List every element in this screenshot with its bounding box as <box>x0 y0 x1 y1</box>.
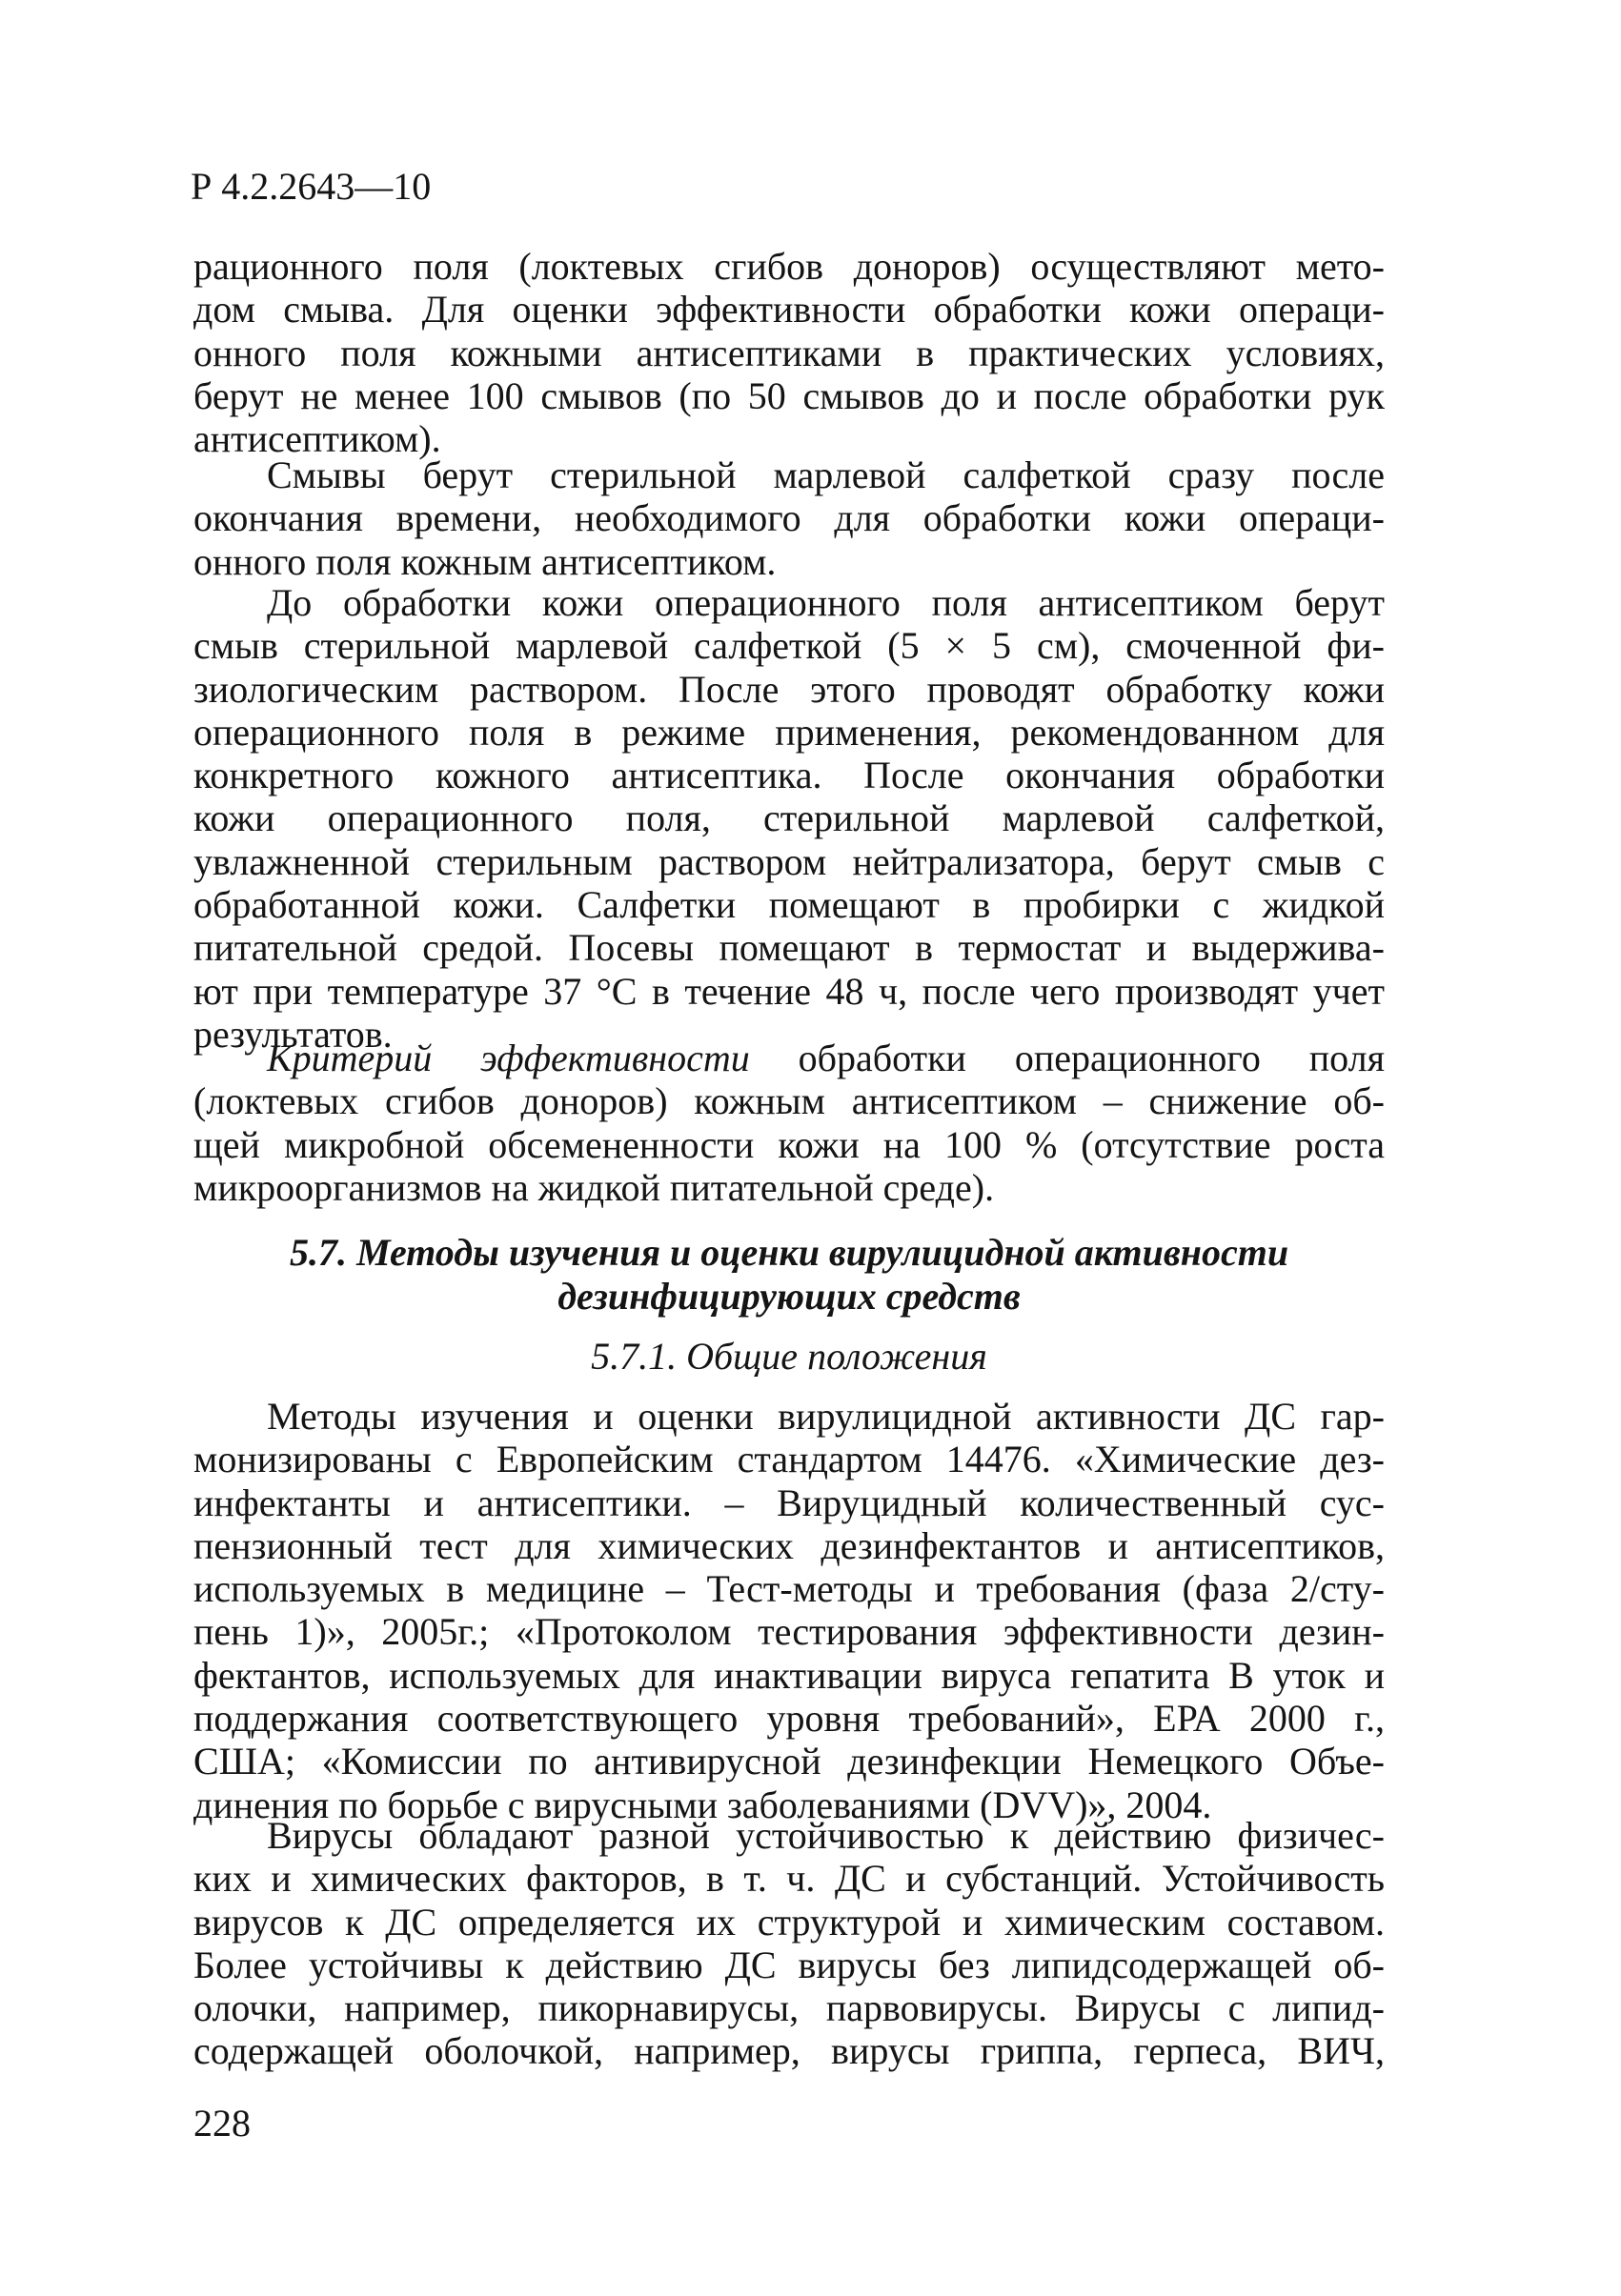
text-line: зиологическим раствором. После этого проводят обработку кожи <box>193 667 1385 711</box>
text-line: пензионный тест для химических дезинфектантов и антисептиков, <box>193 1523 1385 1567</box>
text-line: динения по борьбе с вирусными заболеваниями (DVV)», 2004. <box>193 1782 1212 1826</box>
text-line: онного поля кожным антисептиком. <box>193 539 777 583</box>
doc-code: Р 4.2.2643—10 <box>191 165 432 208</box>
text-line <box>193 1037 1385 1079</box>
text-line: инфектанты и антисептики. – Вируцидный количественный сус- <box>193 1480 1385 1524</box>
text-line: пень 1)», 2005г.; «Протоколом тестирования эффективности дезин- <box>193 1610 1385 1654</box>
text-line: рационного поля (локтевых сгибов доноров) осуществляют мето- <box>193 245 1385 288</box>
text-line: дом смыва. Для оценки эффективности обработки кожи операци- <box>193 288 1385 332</box>
text-line: Вирусы обладают разной устойчивостью к действию физичес- <box>267 1814 1385 1857</box>
text-line: Смывы берут стерильной марлевой салфеткой сразу после <box>267 453 1385 496</box>
text-line: Методы изучения и оценки вирулицидной активности ДС гар- <box>267 1395 1385 1438</box>
paragraph-1 <box>193 245 1385 460</box>
paragraph-3 <box>193 581 1385 1056</box>
text-line: обработанной кожи. Салфетки помещают в пробирки с жидкой <box>193 883 1385 927</box>
paragraph-2 <box>193 453 1385 583</box>
text-line: берут не менее 100 смывов (по 50 смывов до и после обработки рук <box>193 373 1385 417</box>
subsection-heading: 5.7.1. Общие положения <box>591 1335 987 1378</box>
text-line: Более устойчивы к действию ДС вирусы без липидсодержащей об- <box>193 1943 1385 1986</box>
text-line: антисептиком). <box>193 417 441 461</box>
text-line: США; «Комиссии по антивирусной дезинфекции Немецкого Объе- <box>193 1740 1385 1783</box>
text-line: операционного поля в режиме применения, рекомендованном для <box>193 710 1385 754</box>
text-line: кожи операционного поля, стерильной марлевой салфеткой, <box>193 796 1385 840</box>
text-line: содержащей оболочкой, например, вирусы гриппа, герпеса, ВИЧ, <box>193 2029 1385 2073</box>
text-line: микроорганизмов на жидкой питательной среде). <box>193 1165 995 1209</box>
text-line: монизированы с Европейским стандартом 14476. «Химические дез- <box>193 1438 1385 1481</box>
section-heading <box>193 1231 1385 1319</box>
text-line: увлажненной стерильным раствором нейтрализатора, берут смыв с <box>193 839 1385 883</box>
text-line: (локтевых сгибов доноров) кожным антисептиком – снижение об- <box>193 1079 1385 1123</box>
text-line: поддержания соответствующего уровня требований», ЕРА 2000 г., <box>193 1697 1385 1741</box>
text-line: фектантов, используемых для инактивации вируса гепатита В уток и <box>193 1653 1385 1697</box>
text-line: питательной средой. Посевы помещают в термостат и выдержива- <box>193 926 1385 970</box>
text-line: До обработки кожи операционного поля антисептиком берут <box>267 581 1385 624</box>
paragraph-6 <box>193 1814 1385 2073</box>
paragraph-5 <box>193 1395 1385 1826</box>
text-line: используемых в медицине – Тест-методы и требования (фаза 2/сту- <box>193 1567 1385 1611</box>
text-line: ют при температуре 37 °С в течение 48 ч, после чего производят учет <box>193 969 1385 1013</box>
text-line: результатов. <box>193 1012 393 1056</box>
page-number: 228 <box>193 2102 251 2145</box>
text-line: окончания времени, необходимого для обработки кожи операци- <box>193 496 1385 540</box>
text-line: ких и химических факторов, в т. ч. ДС и субстанций. Устойчивость <box>193 1857 1385 1901</box>
criterion-term: Критерий эффективности <box>267 1037 750 1079</box>
paragraph-4 <box>193 1037 1385 1209</box>
heading-line: 5.7. Методы изучения и оценки вирулицидной активности <box>289 1231 1289 1274</box>
heading-line: дезинфицирующих средств <box>557 1275 1021 1318</box>
text-line: онного поля кожными антисептиками в практических условиях, <box>193 331 1385 374</box>
text-line: конкретного кожного антисептика. После окончания обработки <box>193 754 1385 797</box>
text-line: вирусов к ДС определяется их структурой и химическим составом. <box>193 1900 1385 1944</box>
text-line: олочки, например, пикорнавирусы, парвовирусы. Вирусы с липид- <box>193 1986 1385 2030</box>
criterion-rest: обработки операционного поля <box>749 1037 1386 1079</box>
text-line: щей микробной обсемененности кожи на 100 % (отсутствие роста <box>193 1122 1385 1166</box>
text-line: смыв стерильной марлевой салфеткой (5 × 5 см), смоченной фи- <box>193 624 1385 668</box>
